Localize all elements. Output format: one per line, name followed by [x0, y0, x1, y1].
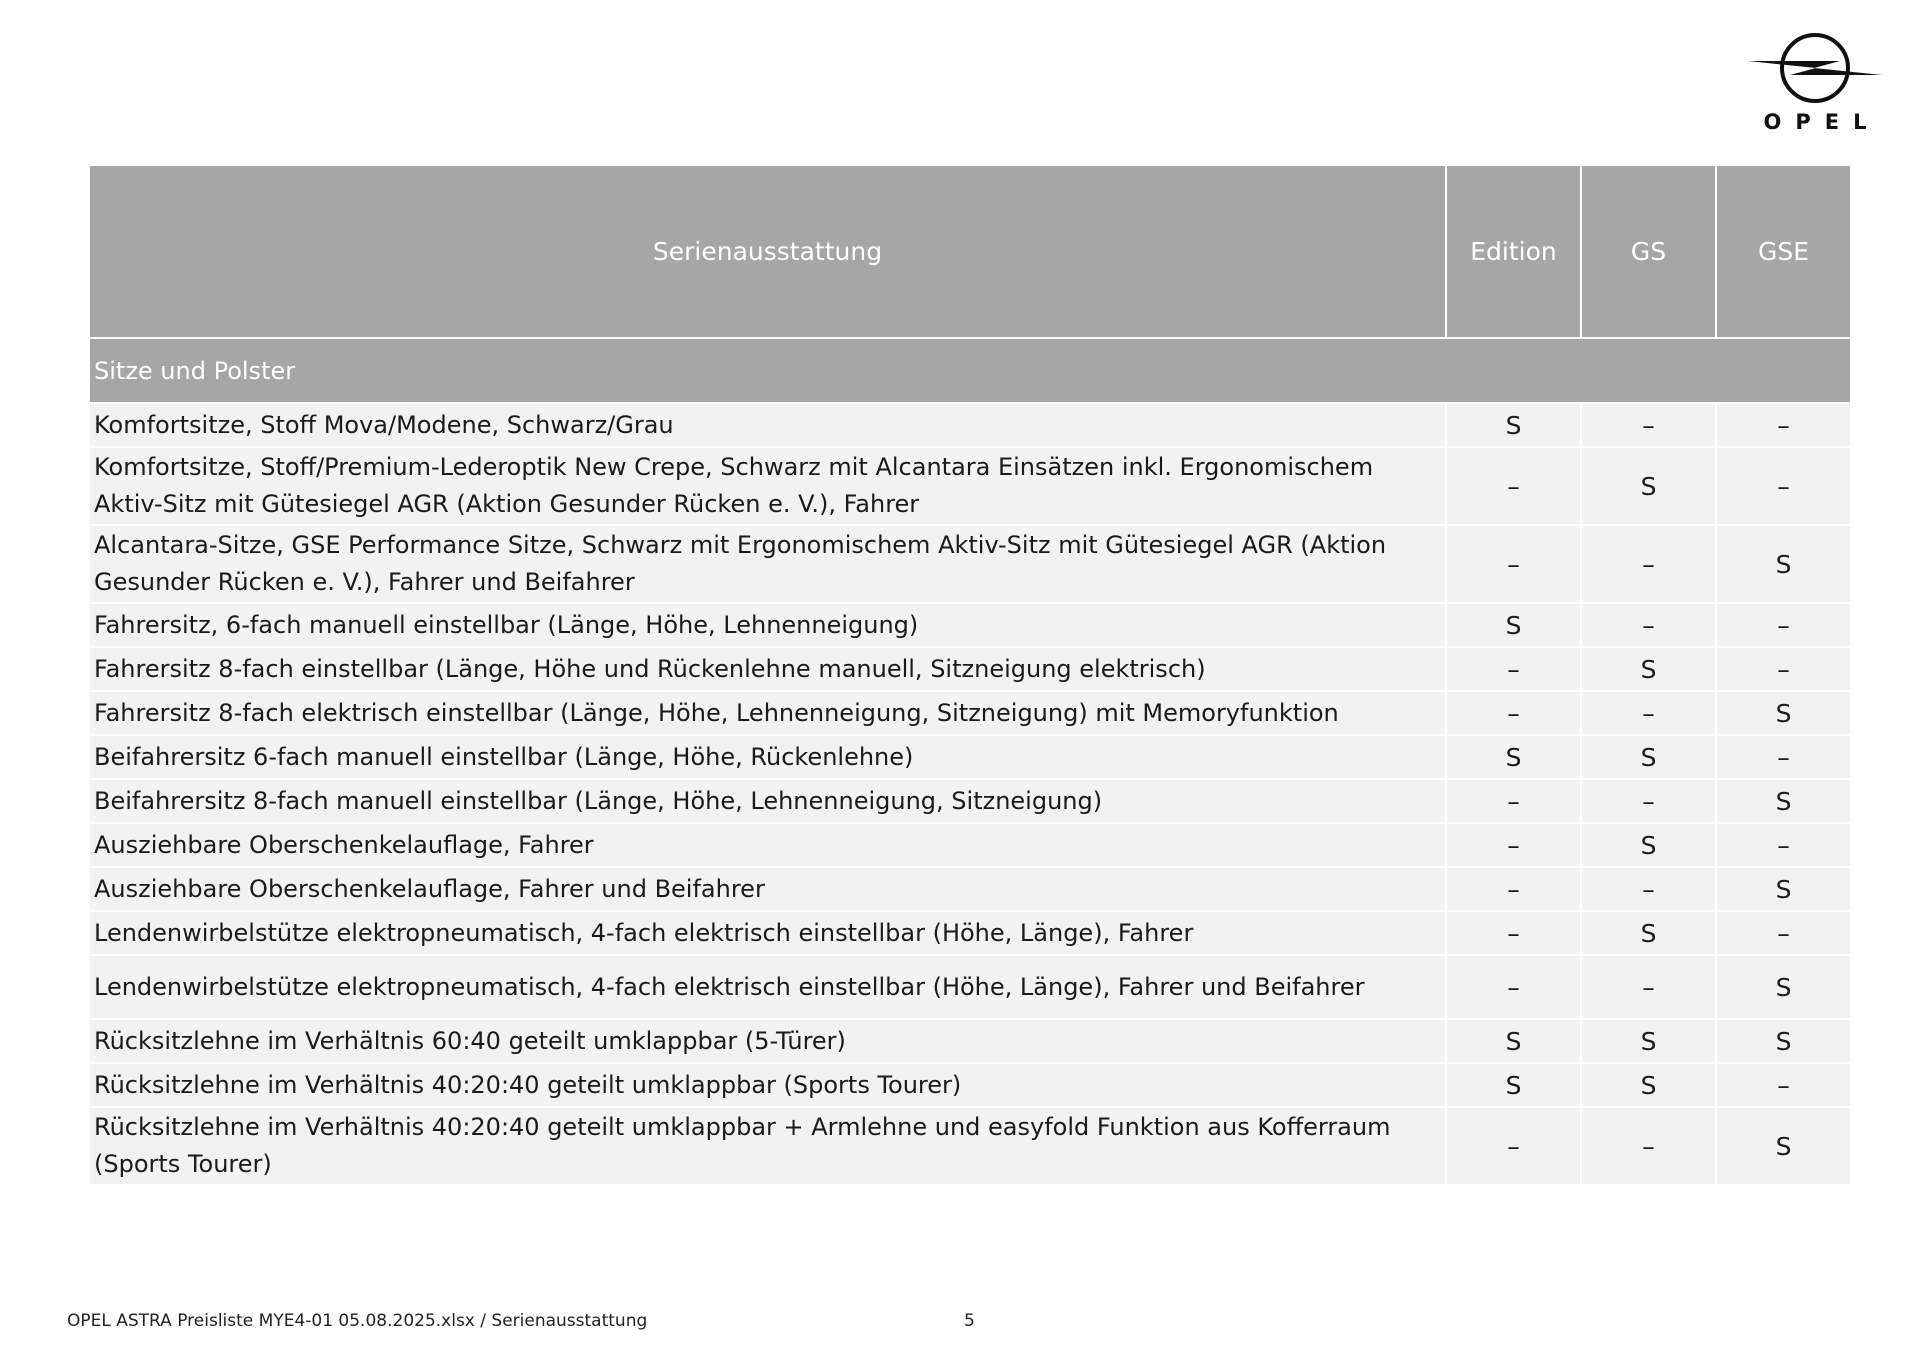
- value-gse: S: [1716, 525, 1851, 603]
- value-gs: S: [1581, 1063, 1716, 1107]
- value-gse: S: [1716, 867, 1851, 911]
- table-row: [89, 403, 1851, 447]
- table-row: [89, 823, 1851, 867]
- value-edition: S: [1446, 603, 1581, 647]
- column-header-gs: GS: [1581, 165, 1716, 338]
- feature-description: Lendenwirbelstütze elektropneumatisch, 4-fach elektrisch einstellbar (Höhe, Länge), Fahrer und Beifahrer: [89, 955, 1446, 1019]
- value-edition: –: [1446, 1107, 1581, 1185]
- section-title: Sitze und Polster: [89, 338, 1851, 403]
- feature-description: Ausziehbare Oberschenkelauflage, Fahrer und Beifahrer: [89, 867, 1446, 911]
- table-row: [89, 779, 1851, 823]
- value-edition: S: [1446, 403, 1581, 447]
- value-gse: S: [1716, 779, 1851, 823]
- value-gs: –: [1581, 867, 1716, 911]
- table-row: [89, 447, 1851, 525]
- equipment-table: [88, 164, 1852, 1186]
- feature-description: Rücksitzlehne im Verhältnis 60:40 geteilt umklappbar (5-Türer): [89, 1019, 1446, 1063]
- value-gse: –: [1716, 603, 1851, 647]
- opel-logo: [1744, 28, 1886, 138]
- value-gs: –: [1581, 403, 1716, 447]
- opel-blitz-icon: [1744, 28, 1886, 108]
- value-gse: S: [1716, 1019, 1851, 1063]
- value-gse: –: [1716, 911, 1851, 955]
- feature-description: Ausziehbare Oberschenkelauflage, Fahrer: [89, 823, 1446, 867]
- table-row: [89, 911, 1851, 955]
- value-gs: S: [1581, 1019, 1716, 1063]
- table-row: [89, 691, 1851, 735]
- value-edition: –: [1446, 955, 1581, 1019]
- value-gse: S: [1716, 691, 1851, 735]
- table-row: [89, 525, 1851, 603]
- feature-description: Lendenwirbelstütze elektropneumatisch, 4-fach elektrisch einstellbar (Höhe, Länge), Fahrer: [89, 911, 1446, 955]
- value-edition: –: [1446, 691, 1581, 735]
- value-edition: S: [1446, 735, 1581, 779]
- value-gs: S: [1581, 447, 1716, 525]
- column-header-gse: GSE: [1716, 165, 1851, 338]
- value-edition: –: [1446, 447, 1581, 525]
- feature-description: Rücksitzlehne im Verhältnis 40:20:40 geteilt umklappbar (Sports Tourer): [89, 1063, 1446, 1107]
- value-gs: S: [1581, 911, 1716, 955]
- value-edition: –: [1446, 867, 1581, 911]
- feature-description: Komfortsitze, Stoff/Premium-Lederoptik New Crepe, Schwarz mit Alcantara Einsätzen inkl. Ergonomischem Aktiv-Sitz mit Gütesiegel AGR (Aktion Gesunder Rücken e. V.), Fahrer: [89, 447, 1446, 525]
- footer-source: OPEL ASTRA Preisliste MYE4-01 05.08.2025.xlsx / Serienausstattung: [67, 1311, 648, 1331]
- feature-description: Beifahrersitz 8-fach manuell einstellbar (Länge, Höhe, Lehnenneigung, Sitzneigung): [89, 779, 1446, 823]
- value-gs: –: [1581, 525, 1716, 603]
- value-gs: –: [1581, 955, 1716, 1019]
- value-gs: S: [1581, 647, 1716, 691]
- value-gs: –: [1581, 603, 1716, 647]
- value-gse: –: [1716, 735, 1851, 779]
- value-edition: –: [1446, 647, 1581, 691]
- value-gs: –: [1581, 1107, 1716, 1185]
- brand-name: OPEL: [1763, 110, 1881, 134]
- table-row: [89, 1019, 1851, 1063]
- feature-description: Rücksitzlehne im Verhältnis 40:20:40 geteilt umklappbar + Armlehne und easyfold Funktion aus Kofferraum (Sports Tourer): [89, 1107, 1446, 1185]
- feature-description: Komfortsitze, Stoff Mova/Modene, Schwarz/Grau: [89, 403, 1446, 447]
- table-row: [89, 955, 1851, 1019]
- value-edition: S: [1446, 1063, 1581, 1107]
- column-header-edition: Edition: [1446, 165, 1581, 338]
- value-gs: S: [1581, 735, 1716, 779]
- value-gse: –: [1716, 647, 1851, 691]
- table-row: [89, 867, 1851, 911]
- feature-description: Fahrersitz 8-fach einstellbar (Länge, Höhe und Rückenlehne manuell, Sitzneigung elektrisch): [89, 647, 1446, 691]
- feature-description: Beifahrersitz 6-fach manuell einstellbar (Länge, Höhe, Rückenlehne): [89, 735, 1446, 779]
- value-edition: S: [1446, 1019, 1581, 1063]
- value-edition: –: [1446, 525, 1581, 603]
- page-number: 5: [964, 1311, 975, 1331]
- value-gs: –: [1581, 691, 1716, 735]
- table-row: [89, 1063, 1851, 1107]
- value-gse: S: [1716, 955, 1851, 1019]
- value-gse: S: [1716, 1107, 1851, 1185]
- value-gse: –: [1716, 403, 1851, 447]
- table-row: [89, 603, 1851, 647]
- header-title: Serienausstattung: [89, 165, 1446, 338]
- value-gse: –: [1716, 1063, 1851, 1107]
- table-row: [89, 735, 1851, 779]
- feature-description: Fahrersitz 8-fach elektrisch einstellbar (Länge, Höhe, Lehnenneigung, Sitzneigung) mit Memoryfunktion: [89, 691, 1446, 735]
- feature-description: Fahrersitz, 6-fach manuell einstellbar (Länge, Höhe, Lehnenneigung): [89, 603, 1446, 647]
- section-row: [89, 338, 1851, 403]
- value-gs: S: [1581, 823, 1716, 867]
- value-edition: –: [1446, 779, 1581, 823]
- value-gse: –: [1716, 447, 1851, 525]
- table-header-row: [89, 165, 1851, 338]
- value-edition: –: [1446, 823, 1581, 867]
- feature-description: Alcantara-Sitze, GSE Performance Sitze, Schwarz mit Ergonomischem Aktiv-Sitz mit Gütesiegel AGR (Aktion Gesunder Rücken e. V.), Fahrer und Beifahrer: [89, 525, 1446, 603]
- value-gs: –: [1581, 779, 1716, 823]
- value-edition: –: [1446, 911, 1581, 955]
- value-gse: –: [1716, 823, 1851, 867]
- table-row: [89, 647, 1851, 691]
- table-row: [89, 1107, 1851, 1185]
